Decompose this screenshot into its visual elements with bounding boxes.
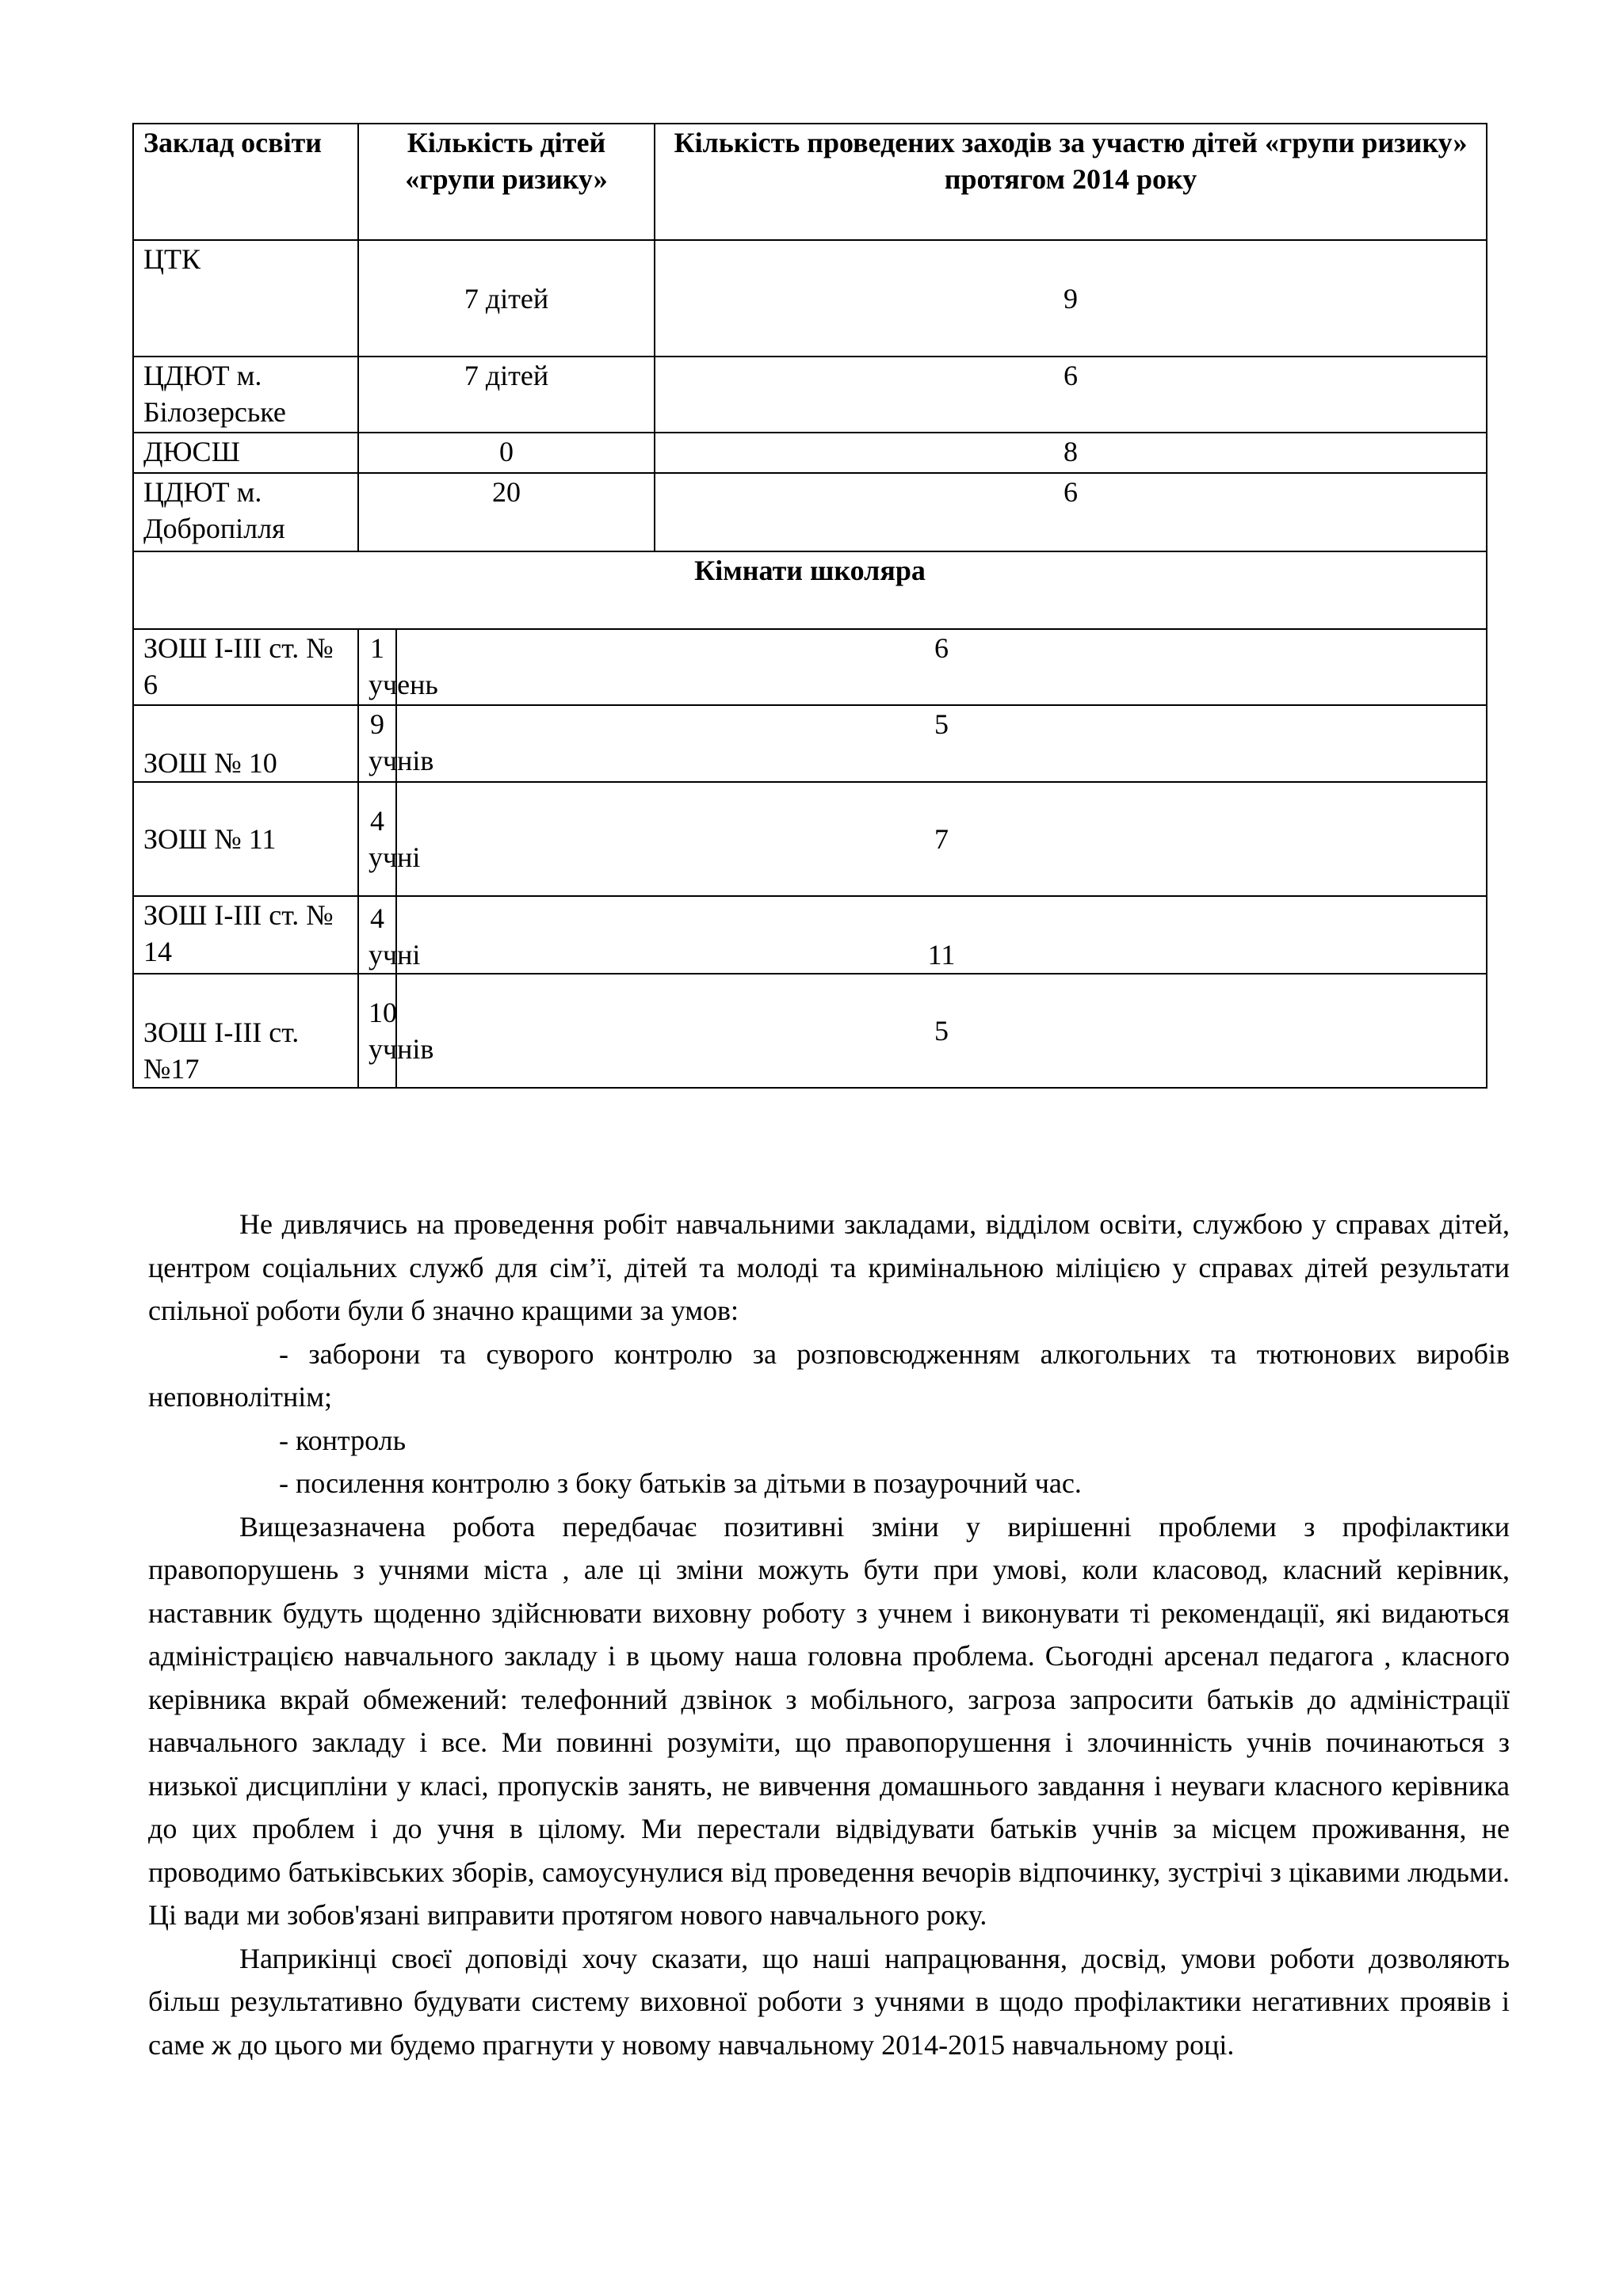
table-row: [133, 473, 1487, 551]
table-row: [133, 240, 1487, 357]
section-header-row: [133, 551, 1487, 629]
section-title: Кімнати школяра: [133, 551, 1487, 629]
cell-institution: ЗОШ І-ІІІ ст. № 6: [133, 629, 358, 705]
cell-institution: ЦДЮТ м. Добропілля: [133, 473, 358, 551]
list-item: - посилення контролю з боку батьків за дітьми в позаурочний час.: [279, 1467, 1082, 1499]
cell-events: 8: [655, 433, 1487, 473]
cell-events: 5: [396, 705, 1487, 782]
cell-institution: ЦДЮТ м. Білозерське: [133, 357, 358, 433]
cell-events: 6: [655, 473, 1487, 551]
cell-children: 4 учні: [358, 896, 396, 974]
table-row: [133, 896, 1487, 974]
cell-children: 4 учні: [358, 782, 396, 896]
table-row: [133, 357, 1487, 433]
cell-events: 6: [655, 357, 1487, 433]
cell-institution: ДЮСШ: [133, 433, 358, 473]
table-row: [133, 974, 1487, 1088]
cell-events: 5: [396, 974, 1487, 1088]
cell-institution: ЦТК: [133, 240, 358, 357]
paragraph-conclusion: Наприкінці своєї доповіді хочу сказати, що наші напрацювання, досвід, умови роботи дозволяють більш результативно будувати систему виховної роботи з учнями в щодо профілактики негативних проявів і саме ж до цього ми будемо прагнути у новому навчальному 2014-2015 навчальному році.: [148, 1942, 1510, 2061]
cell-events: 7: [396, 782, 1487, 896]
table-row: [133, 705, 1487, 782]
cell-events: 11: [396, 896, 1487, 974]
paragraph-main: Вищезазначена робота передбачає позитивні зміни у вирішенні проблеми з профілактики правопорушень з учнями міста , але ці зміни можуть бути при умові, коли класовод, класний керівник, наставник будуть щоденно здійснювати виховну роботу з учнем і виконувати ті рекомендації, які видаються адміністрацією навчального закладу і в цьому наша головна проблема. Сьогодні арсенал педагога , класного керівника вкрай обмежений: телефонний дзвінок з мобільного, загроза запросити батьків до адміністрації навчального закладу і все. Ми повинні розуміти, що правопорушення і злочинність учнів починаються з низької дисципліни у класі, пропусків занять, не вивчення домашнього завдання і неуваги класного керівника до цих проблем і до учня в цілому. Ми перестали відвідувати батьків учнів за місцем проживання, не проводимо батьківських зборів, самоусунулися від проведення вечорів відпочинку, зустрічі з цікавими людьми. Ці вади ми зобов'язані виправити протягом нового навчального року.: [148, 1510, 1510, 1931]
cell-children: 9 учнів: [358, 705, 396, 782]
list-item: - заборони та суворого контролю за розповсюдженням алкогольних та тютюнових виробів неповнолітнім;: [148, 1337, 1510, 1413]
cell-children: 7 дітей: [358, 357, 655, 433]
body-text: [148, 1203, 1510, 2066]
list-item: - контроль: [279, 1424, 406, 1456]
table-row: [133, 782, 1487, 896]
cell-institution: ЗОШ І-ІІІ ст. № 14: [133, 896, 358, 974]
cell-children: 20: [358, 473, 655, 551]
paragraph-intro: Не дивлячись на проведення робіт навчальними закладами, відділом освіти, службою у справах дітей, центром соціальних служб для сім’ї, дітей та молоді та кримінальною міліцією у справах дітей результати спільної роботи були б значно кращими за умов:: [148, 1208, 1510, 1326]
table-row: [133, 433, 1487, 473]
cell-institution: ЗОШ № 11: [133, 782, 358, 896]
table-header-row: [133, 124, 1487, 240]
cell-events: 9: [655, 240, 1487, 357]
header-children-count: Кількість дітей «групи ризику»: [358, 124, 655, 240]
cell-institution: ЗОШ № 10: [133, 705, 358, 782]
header-events-count: Кількість проведених заходів за участю дітей «групи ризику» протягом 2014 року: [655, 124, 1487, 240]
cell-children: 7 дітей: [358, 240, 655, 357]
risk-group-table: [132, 123, 1487, 1089]
cell-children: 1 учень: [358, 629, 396, 705]
cell-children: 10 учнів: [358, 974, 396, 1088]
table-row: [133, 629, 1487, 705]
header-institution: Заклад освіти: [133, 124, 358, 240]
cell-events: 6: [396, 629, 1487, 705]
cell-institution: ЗОШ І-ІІІ ст. №17: [133, 974, 358, 1088]
cell-children: 0: [358, 433, 655, 473]
